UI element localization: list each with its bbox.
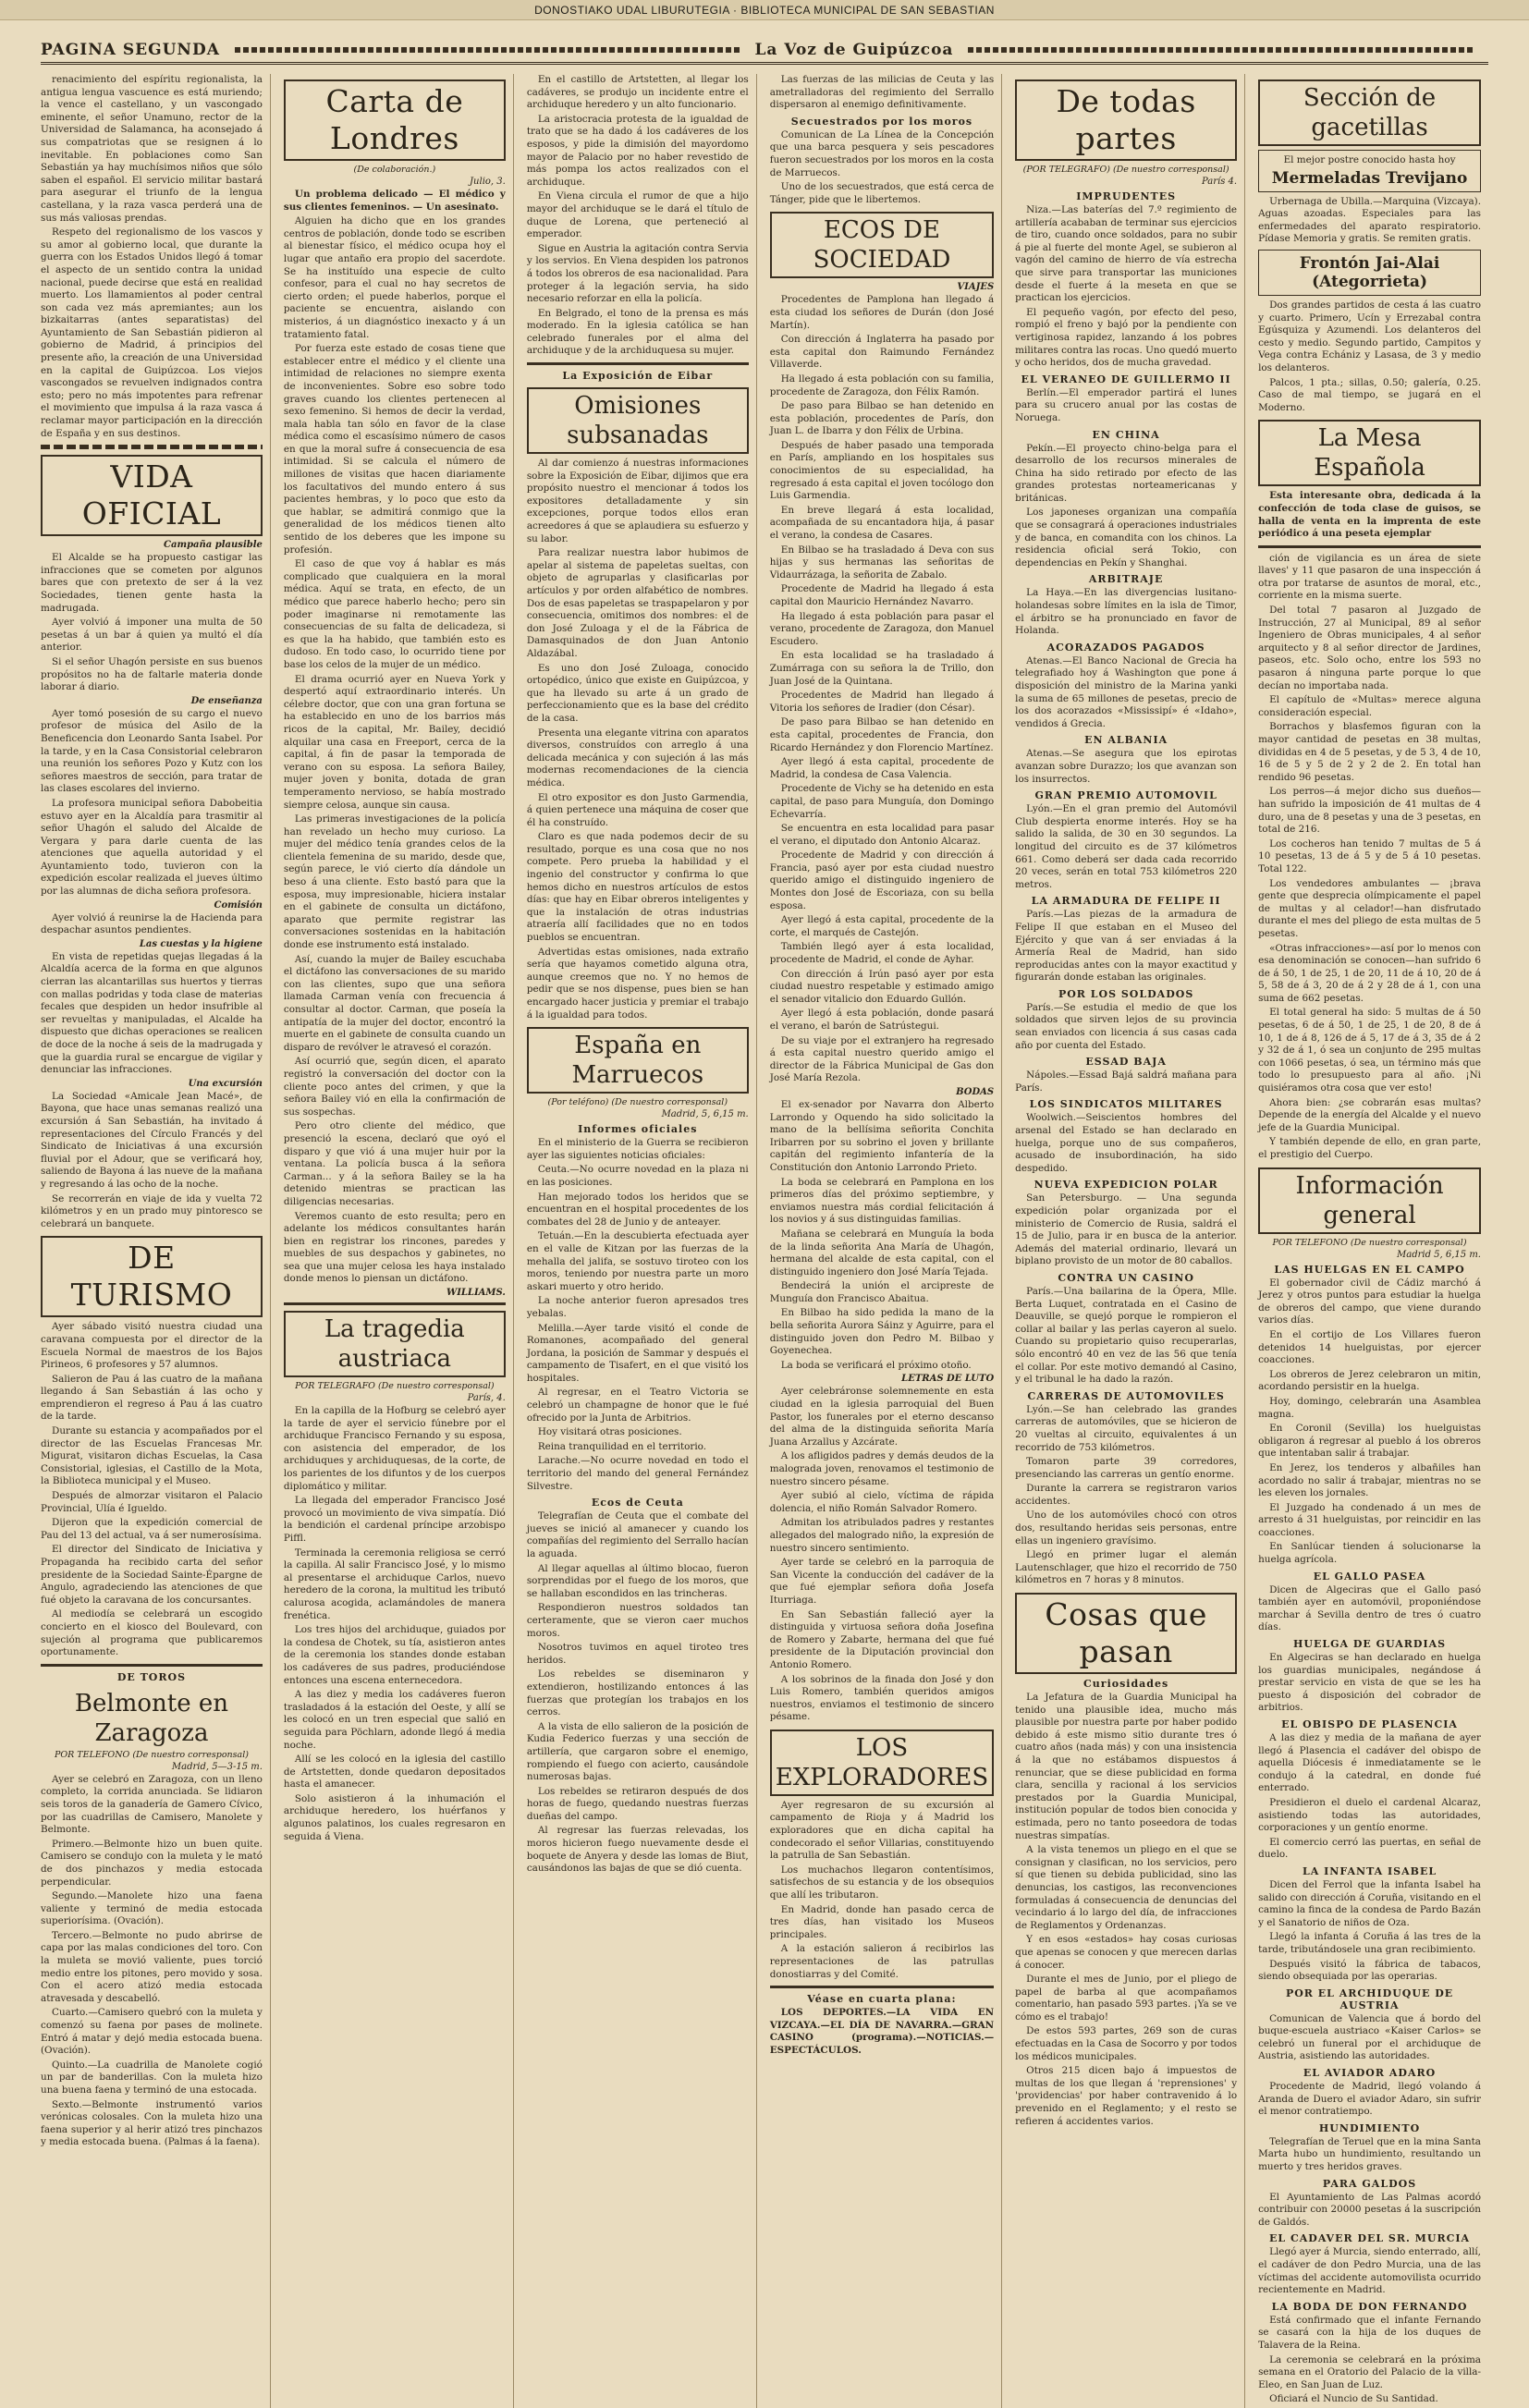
article-text: Presenta una elegante vitrina con aparatos diversos, construídos con arreglo á una delicada mecánica y con sujeción á las más modernas recomendaciones de la ciencia médica. xyxy=(526,727,749,788)
section-title: De todas partes xyxy=(1015,79,1237,161)
article-text: Después visitó la fábrica de tabacos, siendo obsequiada por las operarias. xyxy=(1258,1958,1481,1983)
dateline-source: (De colaboración.) xyxy=(353,165,436,175)
article-text: Melilla.—Ayer tarde visitó el conde de Romanones, acompañado del general Jordana, la posición de Sammar y después el campamento de Tisafert, en el que visitó los hospitales. xyxy=(526,1322,749,1384)
article-text: Ayer llegó á esta capital, procedente de la corte, el marqués de Castejón. xyxy=(769,914,995,938)
article-text: Reina tranquilidad en el territorio. xyxy=(537,1440,707,1452)
dateline: Madrid, 5—3-15 m. xyxy=(171,1761,263,1772)
subhead: EN CHINA xyxy=(1092,428,1160,441)
subhead: ESSAD BAJA xyxy=(1085,1056,1167,1069)
article-text: Tomaron parte 39 corredores, presenciando las carreras un gentío enorme. xyxy=(1015,1456,1238,1480)
dateline: Madrid, 5, 6,15 m. xyxy=(661,1109,749,1120)
section-title: DE TURISMO xyxy=(41,1236,263,1317)
article-text: Se encuentra en esta localidad para pasar el verano, el diputado don Antonio Alcaraz. xyxy=(769,823,995,847)
subhead: EL OBISPO DE PLASENCIA xyxy=(1281,1718,1458,1730)
article-text: Ha llegado á esta población con su familia, procedente de Zaragoza, don Félix Ramón. xyxy=(769,373,995,397)
column-rule xyxy=(770,1986,994,1988)
article-text: Borrachos y blasfemos figuran con la mayor cantidad de pesetas en 38 multas, divididas en 4 de 5 pesetas, y de 5 3, 4 de 10, 16 de 5 y 5 de 2 y 2 de 2. En total han rendido 96 pesetas. xyxy=(1258,721,1481,783)
article-text: Los obreros de Jerez celebraron un mitin, acordando persistir en la huelga. xyxy=(1258,1368,1481,1393)
subhead: VIAJES xyxy=(957,282,995,293)
article-text: El director del Sindicato de Iniciativa y Propaganda ha recibido carta del señor presidente de la Sociedad Sainte-Épargne de Angulo, agradeciendo las atenciones de que fué objeto la caravana de los concursantes. xyxy=(41,1544,263,1606)
article-text: También llegó ayer á esta localidad, procedente de Madrid, el conde de Ayhar. xyxy=(769,941,995,966)
column-2 xyxy=(284,74,514,2408)
subhead: CARRERAS DE AUTOMOVILES xyxy=(1027,1389,1225,1402)
article-text: En Belgrado, el tono de la prensa es más moderado. En la iglesia católica se han celebrado funerales por el alma del archiduque y de la archiduquesa su mujer. xyxy=(526,307,749,357)
article-text: Para realizar nuestra labor hubimos de apelar al sistema de papeletas sueltas, con objeto de agruparlas y clasificarlas por artículos y por orden alfabético de nombres. Dos de esas papeletas se traspapelaron y por consecuencia, omitimos dos nombres: el de don José Zuloaga y el de la Fábrica de Damasquinados de don Juan Antonio Aldazábal. xyxy=(526,547,749,659)
article-text: Con dirección á Inglaterra ha pasado por esta capital don Raimundo Fernández Villaverde. xyxy=(769,334,995,371)
running-head xyxy=(41,37,1488,65)
article-text: Durante la carrera se registraron varios accidentes. xyxy=(1015,1483,1238,1507)
article-text: En breve llegará á esta localidad, acompañada de su encantadora hija, á pasar el verano, la condesa de Casares. xyxy=(769,504,995,542)
article-text: París.—Una bailarina de la Ópera, Mlle. Berta Luquet, contratada en el Casino de Deauville, se quejó porque le rompieron el collar al bailar y las perlas cayeron al suelo. Cuando su propietario quiso recuperarlas, sólo encontró 40 en vez de las 56 que tenía el collar. Por este motivo demandó al Casino, y el tribunal le ha dado la razón. xyxy=(1015,1285,1238,1386)
article-text: El ex-senador por Navarra don Alberto Larrondo y Oquendo ha sido solicitado la mano de la bellísima señorita Conchita Iribarren por su sobrino el joven y brillante capitán del regimiento infantería de la Constitución don Antonio Larrondo Prieto. xyxy=(769,1098,995,1173)
article-text: Así ocurrió que, según dicen, el aparato registró la conversación del doctor con la cliente poco antes del crimen, y que la señora Bailey vió en ella la confirmación de sus sospechas. xyxy=(283,1056,506,1118)
article-text: Los perros—á mejor dicho sus dueños—han sufrido la imposición de 41 multas de 4 duro, una de 8 pesetas y una de 3 pesetas, en total de 216. xyxy=(1258,786,1481,836)
section-title: Cosas que pasan xyxy=(1015,1593,1237,1674)
article-headline: La tragedia austriaca xyxy=(284,1311,506,1377)
dateline-source: POR TELEFONO (De nuestro corresponsal) xyxy=(54,1749,249,1760)
article-text: Dicen de Algeciras que el Gallo pasó también ayer en automóvil, proponiéndose marchar á Sevilla dentro de tres ó cuatro días. xyxy=(1258,1583,1481,1633)
subhead: ARBITRAJE xyxy=(1088,573,1164,586)
article-text: Woolwich.—Seiscientos hombres del arsenal del Estado se han declarado en huelga, porque uno de sus compañeros, acusado de insubordinación, ha sido despedido. xyxy=(1015,1112,1238,1174)
subhead: EN ALBANIA xyxy=(1084,734,1168,747)
article-text: Otros 215 dicen bajo á impuestos de multas de los que llegan á 'reprensiones' y 'providencias' por haber contravenido á lo prevenido en el Reglamento; y el resto se refieren á accidentes varios. xyxy=(1015,2065,1238,2127)
article-text: El caso de que voy á hablar es más complicado que cualquiera en la moral médica. Aquí se trata, en efecto, de un médico que parece haberlo hecho; pero sin poder imaginarse ni remotamente las consecuencias de su falta de delicadeza, si es que la ha habido, que también esto es dudoso. En todo caso, lo ocurrido tiene por base los celos de la mujer de un médico. xyxy=(283,558,506,670)
article-text: La Jefatura de la Guardia Municipal ha tenido una plausible idea, mucho más plausible por nuestra parte por haber podido debido á este mismo sitio durante tres ó cuatro años (nada más) y con una insistencia á la que no estábamos dispuestos á renunciar, que se diese publicidad en forma clara, sencilla y racional á los servicios prestados por la Guardia Municipal, institución popular de todos bien conocida y estimada, pero no tanto poseedora de todas nuestras simpatías. xyxy=(1015,1692,1238,1841)
article-text: Sigue en Austria la agitación contra Servia y los servios. En Viena despiden los patronos á todos los obreros de esa nacionalidad. Para proteger á la legación servia, ha sido necesario reforzar en ella la policía. xyxy=(526,242,749,305)
article-text: Berlín.—El emperador partirá el lunes para su crucero anual por las costas de Noruega. xyxy=(1015,386,1238,423)
article-text: A los afligidos padres y demás deudos de la malograda joven, renovamos el testimonio de nuestro sincero pésame. xyxy=(769,1450,995,1487)
article-text: El Alcalde se ha propuesto castigar las infracciones que se cometen por algunos bares que con pretexto de ser á la vez Sociedades, tienen gente hasta la madrugada. xyxy=(41,552,263,614)
article-text: El Juzgado ha condenado á un mes de arresto á 31 huelguistas, por reincidir en las coacciones. xyxy=(1258,1501,1481,1538)
article-headline: Omisiones subsanadas xyxy=(527,387,749,454)
article-text: Los japoneses organizan una compañía que se consagrará á operaciones industriales y de banca, en comandita con los chinos. La residencia oficial será Tokio, con dependencias en Pekín y Shanghai. xyxy=(1015,507,1238,568)
article-text: Los muchachos llegaron contentísimos, satisfechos de su estancia y de los obsequios que allí les tributaron. xyxy=(769,1864,995,1901)
advert-text: Urbernaga de Ubilla.—Marquina (Vizcaya). Aguas azoadas. Especiales para las enfermedades del aparato respiratorio. Pídase Memoria y gratis. Se remiten gratis. xyxy=(1258,195,1481,245)
article-text: Larache.—No ocurre novedad en todo el territorio del mando del general Fernández Silvestre. xyxy=(526,1455,749,1492)
article-text: El gobernador civil de Cádiz marchó á Jerez y otros puntos para estudiar la huelga de obreros del campo, que viene durando varios días. xyxy=(1258,1277,1481,1326)
column-rule xyxy=(284,1302,506,1305)
article-text: Ayer sábado visitó nuestra ciudad una caravana compuesta por el director de la Escuela Normal de maestros de los Bajos Pirineos, 6 profesores y 57 alumnos. xyxy=(41,1321,263,1371)
subhead: Las cuestas y la higiene xyxy=(139,938,263,949)
column-1 xyxy=(41,74,271,2408)
subhead: De enseñanza xyxy=(190,695,263,706)
column-rule xyxy=(41,1664,263,1667)
subhead: LOS SINDICATOS MILITARES xyxy=(1029,1098,1223,1111)
article-text: Al dar comienzo á nuestras informaciones sobre la Exposición de Eibar, dijimos que era propósito nuestro el mencionar á todos los expositores detalladamente y sin excepciones, porque todos ellos eran acreedores á que se aplaudiera su esfuerzo y su labor. xyxy=(526,458,749,544)
column-6 xyxy=(1258,74,1488,2408)
advert-text: Esta interesante obra, dedicada á la confección de toda clase de guisos, se halla de venta en la imprenta de este periódico á una peseta ejemplar xyxy=(1258,490,1481,540)
article-text: A los sobrinos de la finada don José y don Luis Romero, también queridos amigos nuestros, enviamos el testimonio de sincero pésame. xyxy=(769,1673,995,1723)
article-text: El otro expositor es don Justo Garmendia, á quien pertenece una máquina de coser que él ha construído. xyxy=(526,791,749,828)
section-title: LOS EXPLORADORES xyxy=(770,1730,994,1796)
article-text: El total general ha sido: 5 multas de á 50 pesetas, 6 de á 50, 1 de 25, 1 de 20, 8 de á 10, 1 de á 8, 126 de á 5, 17 de á 3, 35 de á 2 y 32 de á 1, ó sea un conjunto de 295 multas con 1066 pesetas, ó sea, un término más que todo lo presupuesto para al año. ¡Ni quisiéramos otra cosa que ver esto! xyxy=(1258,1007,1481,1094)
subhead: Informes oficiales xyxy=(578,1123,698,1136)
article-text: En Bilbao ha sido pedida la mano de la bella señorita Aurora Sáinz y Aguirre, para el distinguido joven don Pedro M. Bilbao y Goyenechea. xyxy=(769,1307,995,1357)
article-text: Al regresar las fuerzas relevadas, los moros hicieron fuego nuevamente desde el boquete de Anyera y desde las lomas de Biut, causándonos las bajas de que se dió cuenta. xyxy=(526,1825,749,1875)
article-text: La boda se celebrará en Pamplona en los primeros días del próximo septiembre, y enviamos nuestra más cordial felicitación á los novios y á sus distinguidas familias. xyxy=(769,1176,995,1226)
article-text: Mañana se celebrará en Munguía la boda de la linda señorita Ana María de Uhagón, hermana del alcalde de esta capital, con el distinguido ingeniero don José María Tejada. xyxy=(769,1228,995,1277)
article-text: Las primeras investigaciones de la policía han revelado un hecho muy curioso. La mujer del médico tenía grandes celos de la clientela femenina de su marido, desde que, según parece, le vió cierto día dándole un beso á una cliente. Esto bastó para que la esposa, muy impresionable, hiciera instalar en el gabinete de consulta un dictáfono, aparato que permite registrar las conversaciones sostenidas en la habitación donde ese instrumento está instalado. xyxy=(283,813,506,951)
article-text: Los vendedores ambulantes — ¡brava gente que desprecia olímpicamente el papel de multas y al celador!—han disfrutado durante el mes del pliego de esta multas de 5 pesetas. xyxy=(1258,877,1481,939)
article-text: Respeto del regionalismo de los vascos y su amor al gobierno local, que durante la guerra con los Estados Unidos llegó á tomar el aspecto de un sentido contra la unidad nacional, puede decirse que está en realidad muerto. Los llamamientos al poder central son cada vez más apremiantes; aun los bizkaitarras (antes separatistas) del Ayuntamiento de San Sebastián pidieron al gobierno de Madrid, á principios del presente año, la creación de una Universidad en la capital de Guipúzcoa. Los viejos vascongados se revuelven indignados contra esto; pero no más impotentes para refrenar el movimiento que impulsa á la raza vasca á reclamar mayor participación en la dirección de España y en sus destinos. xyxy=(41,226,263,439)
dateline: París 4. xyxy=(1202,177,1238,187)
article-text: Procedente de Madrid y con dirección á Francia, pasó ayer por esta ciudad nuestro querido amigo el distinguido ingeniero de Montes don José de Escoriaza, con su bella esposa. xyxy=(769,850,995,911)
article-text: Atenas.—El Banco Nacional de Grecia ha telegrafiado hoy á Washington que pone á disposición del ministro de la Marina yanki la suma de 65 millones de pesetas, precio de los dos acorazados «Mississipí» é «Idaho», vendidos á Grecia. xyxy=(1015,654,1238,729)
subhead: Curiosidades xyxy=(1083,1678,1169,1691)
subhead: PARA GALDOS xyxy=(1322,2177,1417,2190)
article-text: Quinto.—La cuadrilla de Manolete cogió un par de banderillas. Con la muleta hizo una buena faena y terminó de una estocada. xyxy=(41,2059,263,2096)
dateline: París, 4. xyxy=(467,1393,506,1404)
article-text: Lyón.—Se han celebrado las grandes carreras de automóviles, que se hicieron de 20 vueltas al circuito, equivalentes á un recorrido de 753 kilómetros. xyxy=(1015,1403,1238,1453)
article-text: Veremos cuanto de esto resulta; pero en adelante los médicos consultantes harán bien en registrar los rincones, paredes y muebles de sus despachos y gabinetes, no sea que una mujer celosa les haya instalado donde menos lo piensan un dictáfono. xyxy=(283,1210,506,1285)
article-text: Ayer volvió á imponer una multa de 50 pesetas á un bar á quien ya multó el día anterior. xyxy=(41,617,263,654)
article-text: Bendecirá la unión el arcipreste de Munguía don Francisco Abaitua. xyxy=(769,1280,995,1304)
subhead: GRAN PREMIO AUTOMOVIL xyxy=(1034,789,1217,802)
article-text: La llegada del emperador Francisco José provocó un movimiento de viva simpatía. Dió la bendición el cardenal príncipe arzobispo Piffl. xyxy=(283,1495,506,1544)
article-text: Si el señor Uhagón persiste en sus buenos propósitos no ha de faltarle materia donde laborar á diario. xyxy=(41,655,263,693)
article-text: Ayer celebráronse solemnemente en esta ciudad en la iglesia parroquial del Buen Pastor, los funerales por el eterno descanso del alma de la distinguida señorita María Juana Arzallus y Azcárate. xyxy=(769,1386,995,1448)
article-text: Los tres hijos del archiduque, guiados por la condesa de Chotek, su tía, asistieron antes de la ceremonia los standes donde estaban los cadáveres de sus padres, produciéndose entonces una escena enternecedora. xyxy=(283,1624,506,1686)
article-text: Ceuta.—No ocurre novedad en la plaza ni en las posiciones. xyxy=(526,1164,749,1188)
column-rule xyxy=(1258,545,1481,548)
subhead: LAS HUELGAS EN EL CAMPO xyxy=(1274,1263,1465,1276)
article-text: A la estación salieron á recibirlos las representaciones de las patrullas donostiarras y del Comité. xyxy=(769,1943,995,1980)
article-text: En el cortijo de Los Villares fueron detenidos 14 huelguistas, por ejercer coacciones. xyxy=(1258,1328,1481,1366)
dateline-source: (POR TELEGRAFO) (De nuestro corresponsal) xyxy=(1022,165,1229,175)
article-text: Llegó en primer lugar el alemán Lautenschlager, que hizo el recorrido de 750 kilómetros en 7 horas y 8 minutos. xyxy=(1015,1549,1238,1586)
article-text: Nápoles.—Essad Bajá saldrá mañana para París. xyxy=(1015,1070,1238,1094)
article-text: Claro es que nada podemos decir de su resultado, porque es una cosa que no nos compete. Pero prueba la habilidad y el ingenio del constructor y confirma lo que hemos dicho en nuestros artículos de estos días: que hay en Eibar obreros inteligentes y que la instalación de otras industrias atraería allí facilidades que no en todos pueblos se encuentran. xyxy=(526,831,749,944)
section-label: DE TOROS xyxy=(116,1670,187,1683)
article-text: Primero.—Belmonte hizo un buen quite. Camisero se condujo con la muleta y le mató de dos pinchazos y media estocada perpendicular. xyxy=(41,1838,263,1888)
article-text: Cuarto.—Camisero quebró con la muleta y comenzó su faena por pases de molinete. Entró á matar y dejó media estocada buena. (Ovación). xyxy=(41,2007,263,2057)
article-text: Por fuerza este estado de cosas tiene que establecer entre el médico y el cliente una intimidad de relaciones no siempre exenta de inconvenientes. Sobre eso sobre todo graves cuando los clientes pertenecen al sexo femenino. Si hemos de decir la verdad, mala habla tan sólo en favor de la clase médica como el escasísimo número de casos en que la moral sufre á consecuencia de esa intimidad. Si se calcula el número de millones de visitas que hacen diariamente los facultativos del mundo entero á sus pacientes hembras, y lo poco que esto da que hablar, se admitirá conmigo que la generalidad de los médicos tienen alto sentido de los deberes que les impone su profesión. xyxy=(283,343,506,556)
article-text: París.—Se estudia el medio de que los soldados que sirven lejos de su provincia sean enviados con licencia á sus casas cada año por cuenta del Estado. xyxy=(1015,1001,1238,1051)
article-text: ción de vigilancia es un área de siete llaves' y 11 que pasaron de una inspección á otra por tratarse de asuntos de moral, etc., corriente en la misma suerte. xyxy=(1258,552,1481,602)
article-text: renacimiento del espíritu regionalista, la antigua lengua vascuence es está muriendo; la vence el castellano, y un vascongado eminente, el señor Unamuno, rector de la Universidad de Salamanca, ha aconsejado á sus compatriotas que se resignen á lo inevitable. En poblaciones como San Sebastián ya hay muchísimos niños que sólo saben el español. El servicio militar bastará para asegurar el triunfo de la lengua castellana, y la raza vasca perderá una de sus más valiosas prendas. xyxy=(41,74,263,224)
article-text: Salieron de Pau á las cuatro de la mañana llegando á San Sebastián á las ocho y emprendieron el regreso á Pau á las cuatro de la tarde. xyxy=(41,1373,263,1423)
section-label: La Exposición de Eibar xyxy=(562,370,714,383)
article-text: A la vista tenemos un pliego en el que se consignan y clasifican, no los servicios, pero sí que tienen su debida publicidad, sino las denuncias, los castigos, las reconvenciones formuladas á consecuencia de denuncias del vecindario á lo largo del día, de infracciones de Reglamentos y Ordenanzas. xyxy=(1015,1844,1238,1931)
signature: WILLIAMS. xyxy=(446,1288,506,1299)
article-text: En Viena circula el rumor de que a hijo mayor del archiduque se le dará el título de duque de Lorena, que perteneció al emperador. xyxy=(526,190,749,240)
column-rule xyxy=(41,445,263,449)
article-headline: Belmonte en Zaragoza xyxy=(74,1689,228,1747)
subhead: EL VERANEO DE GUILLERMO II xyxy=(1021,373,1231,385)
article-text: Telegrafían de Ceuta que el combate del jueves se inició al amanecer y cuando los compañías del regimiento del Serrallo hacían la aguada. xyxy=(526,1510,749,1559)
article-text: De estos 593 partes, 269 son de curas efectuadas en la Casa de Socorro y por todos los médicos municipales. xyxy=(1015,2025,1238,2062)
article-text: Palcos, 1 pta.; sillas, 0.50; galería, 0.25. Caso de mal tiempo, se jugará en el Moderno. xyxy=(1258,376,1481,413)
article-text: Han mejorado todos los heridos que se encuentran en el hospital procedentes de los combates del 28 de Junio y de anteayer. xyxy=(526,1191,749,1228)
subhead: LETRAS DE LUTO xyxy=(901,1374,995,1385)
advert-mermeladas xyxy=(1258,150,1481,192)
article-text: San Petersburgo. — Una segunda expedición polar organizada por el ministerio de Comercio de Rusia, saldrá el 15 de Julio, para ir en busca de la anterior. Además del material ordinario, llevará un biplano provisto de un motor de 80 caballos. xyxy=(1015,1192,1238,1267)
subhead: Campaña plausible xyxy=(164,540,263,551)
article-text: Los cocheros han tenido 7 multas de 5 á 10 pesetas, 13 de á 5 y de 5 á 10 pesetas. Total 122. xyxy=(1258,837,1481,874)
article-text: Ayer se celebró en Zaragoza, con un lleno completo, la corrida anunciada. Se lidiaron seis toros de la ganadería de Gamero Cívico, por las cuadrillas de Camisero, Manolete y Belmonte. xyxy=(41,1773,263,1836)
article-text: En San Sebastián falleció ayer la distinguida y virtuosa señora doña Josefina de Romero y Zabarte, hermana del que fué presidente de la Diputación provincial don Antonio Romero. xyxy=(769,1608,995,1670)
article-text: El comercio cerró las puertas, en señal de duelo. xyxy=(1258,1836,1481,1861)
article-text: Niza.—Las baterías del 7.º regimiento de artillería acababan de terminar sus ejercicios de tiro, cuando once soldados, para no subir á pie al fuerte del monte Agel, se subieron al vagón del camino de hierro de vía estrecha que sirve para transportar las municiones desde el fuerte á la meseta en que se practican los ejercicios. xyxy=(1015,204,1238,304)
subhead: ACORAZADOS PAGADOS xyxy=(1046,641,1205,654)
article-text: El capítulo de «Multas» merece alguna consideración especial. xyxy=(1258,694,1481,718)
article-text: En vista de repetidas quejas llegadas á la Alcaldía acerca de la forma en que algunos cierran las alcantarillas sus huertos y tierras con mallas podridas y toda clase de materias fecales que despiden un hedor insufrible al ser revueltas y manipuladas, el Alcalde ha dispuesto que dichas operaciones se realicen de doce de la noche á seis de la madrugada y que la guardia rural se encargue de vigilar y denunciar las infracciones. xyxy=(41,950,263,1076)
article-text: En la capilla de la Hofburg se celebró ayer la tarde de ayer el servicio fúnebre por el archiduque Francisco Fernando y su esposa, con asistencia del emperador, de los archiduques y archiduquesas, de la corte, de los parientes de los difuntos y de los cuerpos diplomático y militar. xyxy=(283,1405,506,1492)
article-text: LOS DEPORTES.—LA VIDA EN VIZCAYA.—EL DÍA DE NAVARRA.—GRAN CASINO (programa).—NOTICIAS.—ESPECTÁCULOS. xyxy=(769,2007,995,2056)
article-text: Nosotros tuvimos en aquel tiroteo tres heridos. xyxy=(526,1642,749,1666)
article-text: Se recorrerán en viaje de ida y vuelta 72 kilómetros y en un prado muy pintoresco se celebrará un banquete. xyxy=(41,1192,263,1229)
subhead: BODAS xyxy=(956,1086,995,1097)
article-headline: España en Marruecos xyxy=(527,1027,749,1094)
article-text: Procedente de Vichy se ha detenido en esta capital, de paso para Munguía, don Domingo Echevarría. xyxy=(769,783,995,820)
article-text: Procedente de Madrid, llegó volando á Aranda de Duero el aviador Adaro, sin sufrir el menor contratiempo. xyxy=(1258,2081,1481,2118)
article-text: Ha llegado á esta población para pasar el verano, procedente de Zaragoza, don Manuel Escudero. xyxy=(769,610,995,647)
article-headline: Carta de Londres xyxy=(284,79,506,161)
article-text: Ayer volvió á reunirse la de Hacienda para despachar asuntos pendientes. xyxy=(41,911,263,936)
article-text: Después de almorzar visitaron el Palacio Provincial, Ulía é Igueldo. xyxy=(41,1490,263,1514)
article-text: Durante su estancia y acompañados por el director de las Escuelas Francesas Mr. Migurat, visitaron dichas Escuelas, la Casa Consistorial, iglesias, el Castillo de la Mota, la Biblioteca municipal y el Museo. xyxy=(41,1425,263,1487)
article-text: En Algeciras se han declarado en huelga los guardias municipales, negándose á prestar servicio en vista de que se les ha puesto á disposición del cobrador de arbitrios. xyxy=(1258,1652,1481,1714)
article-text: En Coronil (Sevilla) los huelguistas obligaron á regresar al pueblo á los obreros que intentaban salir á trabajar. xyxy=(1258,1423,1481,1460)
article-text: El pequeño vagón, por efecto del peso, rompió el freno y bajó por la pendiente con vertiginosa rapidez, lanzando á los pobres militares contra las rocas. Uno quedó muerto y ocho heridos, dos de mucha gravedad. xyxy=(1015,306,1238,369)
article-text: El drama ocurrió ayer en Nueva York y despertó aquí extraordinario interés. Un célebre doctor, que con una gran fortuna se ha establecido en uno de los barrios más ricos de la capital, Mr. Bailey, decidió alquilar una casa en Freeport, cerca de la capital, á fin de pasar la temporada de verano con su esposa. La señora Bailey, mujer joven y bonita, dotada de gran temperamento nervioso, se había mostrado siempre celosa, aunque sin causa. xyxy=(283,673,506,811)
article-text: París.—Las piezas de la armadura de Felipe II que estaban en el Museo del Ejército y que van á ser enviadas á la Armería Real de Madrid, han sido reproducidas antes con la mayor exactitud y figurarán donde estaban las originales. xyxy=(1015,909,1238,984)
advert-fronton xyxy=(1258,250,1481,296)
article-text: Durante el mes de Junio, por el pliego de papel de barba al que acompañamos comentario, han pasado 593 partes. ¡Ya se ve cómo es el trabajo! xyxy=(1015,1974,1238,2023)
article-text: La ceremonia se celebrará en la próxima semana en el Oratorio del Palacio de la villa-Eleo, en San Juan de Luz. xyxy=(1258,2353,1481,2390)
subhead: Véase en cuarta plana: xyxy=(807,1993,957,2006)
article-text: Lyón.—En el gran premio del Automóvil Club despierta enorme interés. Hoy se ha salido la salida, de 30 en 30 segundos. La longitud del circuito es de 37 kilómetros 661. Como deberá ser dada cada recorrido 20 veces, serán en total 753 kilómetros 220 metros. xyxy=(1015,803,1238,890)
article-text: Comunican de La Línea de la Concepción que una barca pesquera y seis pescadores fueron secuestrados por los moros en la costa de Marruecos. xyxy=(769,128,995,178)
article-text: En Madrid, donde han pasado cerca de tres días, han visitado los Museos principales. xyxy=(769,1903,995,1940)
article-text: La profesora municipal señora Dabobeitia estuvo ayer en la Alcaldía para trasmitir al señor Uhagón el saludo del Alcalde de Vergara y para darle cuenta de las atenciones que aquella autoridad y el Ayuntamiento todo, tuvieron con la expedición escolar realizada el jueves último por las alumnas de dicha señora profesora. xyxy=(41,797,263,898)
article-text: La boda se verificará el próximo otoño. xyxy=(780,1359,972,1371)
article-text: Al regresar, en el Teatro Victoria se celebró un champagne de honor que le fué ofrecido por la Junta de Arbitrios. xyxy=(526,1387,749,1424)
article-text: Las fuerzas de las milicias de Ceuta y las ametralladoras del regimiento del Serrallo dispersaron al enemigo definitivamente. xyxy=(769,74,995,111)
article-text: Sexto.—Belmonte instrumentó varios verónicas colosales. Con la muleta hizo una faena superior y al herir atizó tres pinchazos y media estocada buena. (Palmas á la faena). xyxy=(41,2098,263,2148)
subhead: Ecos de Ceuta xyxy=(591,1497,684,1510)
article-text: Ayer regresaron de su excursión al campamento de Rioja y á Madrid los exploradores que en dicha capital ha condecorado el señor Villarias, constituyendo la patrulla de San Sebastián. xyxy=(769,1799,995,1862)
subhead: LA ARMADURA DE FELIPE II xyxy=(1031,895,1221,908)
article-text: Atenas.—Se asegura que los epirotas avanzan sobre Durazzo; los que avanzan son los insurrectos. xyxy=(1015,748,1238,785)
advert-title: Mermeladas Trevijano xyxy=(1271,168,1468,188)
article-text: Ayer llegó á esta capital, procedente de Madrid, la condesa de Casa Valencia. xyxy=(769,756,995,780)
article-text: Ayer llegó á esta población, donde pasará el verano, el barón de Satrústegui. xyxy=(769,1008,995,1032)
article-text: Uno de los secuestrados, que está cerca de Tánger, pide que le libertemos. xyxy=(769,181,995,205)
subhead: POR EL ARCHIDUQUE DE AUSTRIA xyxy=(1285,1986,1454,2011)
article-text: «Otras infracciones»—así por lo menos con esa denominación se conocen—han sufrido 6 de á 50, 1 de 25, 1 de 20, 11 de á 10, 20 de á 5, 58 de á 3, 20 de á 2 y 28 de á 1, con una suma de 662 pesetas. xyxy=(1258,942,1481,1004)
article-text: A las diez y media de la mañana de ayer llegó á Plasencia el cadáver del obispo de aquella Diócesis é inmediatamente se le condujo á la catedral, en donde fué enterrado. xyxy=(1258,1732,1481,1794)
column-4 xyxy=(770,74,1002,2408)
article-text: Con dirección á Irún pasó ayer por esta ciudad nuestro respetable y estimado amigo el senador vitalicio don Eduardo Gullón. xyxy=(769,968,995,1005)
article-text: A la vista de ello salieron de la posición de Kudia Federico fuerzas y una sección de artillería, que cargaron sobre el enemigo, rompiendo el fuego con acierto, causándole numerosas bajas. xyxy=(526,1720,749,1783)
article-text: La noche anterior fueron apresados tres yebalas. xyxy=(526,1295,749,1319)
article-text: Al llegar aquellas al último blocao, fueron sorprendidas por el fuego de los moros, que se hallaban escondidos en las trincheras. xyxy=(526,1562,749,1599)
head-rule xyxy=(235,47,740,53)
article-text: Ayer tarde se celebró en la parroquia de San Vicente la conducción del cadáver de la que fué ejemplar señora doña Josefa Iturriaga. xyxy=(769,1557,995,1606)
subhead: IMPRUDENTES xyxy=(1076,190,1177,202)
article-text: Admitan los atribulados padres y restantes allegados del malogrado niño, la expresión de nuestro sincero sentimiento. xyxy=(769,1517,995,1554)
article-text: Está confirmado que el infante Fernando se casará con la hija de los duques de Talavera de la Reina. xyxy=(1258,2314,1481,2351)
subhead: HUNDIMIENTO xyxy=(1318,2121,1421,2134)
article-text: Alguien ha dicho que en los grandes centros de población, donde todo se escriben al bienestar físico, el médico ocupa hoy el lugar que antaño era propio del sacerdote. Se ha instituído una especie de culto confesor, para el cual no hay secretos de cierto orden; el puede haberlos, porque el paciente se encuentra, aislando con misterios, á un diagnóstico inexacto y á un tratamiento fatal. xyxy=(283,215,506,340)
dateline-source: POR TELEFONO (De nuestro corresponsal) xyxy=(1272,1237,1467,1248)
subhead: LA INFANTA ISABEL xyxy=(1303,1864,1437,1877)
dateline: Madrid 5, 6,15 m. xyxy=(1397,1249,1481,1260)
article-text: Ayer tomó posesión de su cargo el nuevo profesor de música del Asilo de la Beneficencia don Leonardo Santa Isabel. Por la tarde, y en la Casa Consistorial celebraron una reunión los señores Pozo y Kutz con los señores maestros de sección, para tratar de las clases escolares del invierno. xyxy=(41,707,263,795)
article-text: Llegó la infanta á Coruña á las tres de la tarde, tributándosele una gran recibimiento. xyxy=(1258,1931,1481,1955)
archive-banner: DONOSTIAKO UDAL LIBURUTEGIA · BIBLIOTECA MUNICIPAL DE SAN SEBASTIAN xyxy=(0,0,1529,20)
article-text: Hoy, domingo, celebrarán una Asamblea magna. xyxy=(1258,1395,1481,1420)
article-text: Procedentes de Madrid han llegado á Vitoria los señores de Iradier (don César). xyxy=(769,690,995,714)
article-text: De paso para Bilbao se han detenido en esta población, procedentes de París, don Juan L. de Ibarra y don Félix de Urbina. xyxy=(769,400,995,437)
article-text: Advertidas estas omisiones, nada extraño sería que hayamos cometido alguna otra, aunque creemos que no. Y no hemos de pedir que se nos dispense, pues bien se han encargado hacer justicia y premiar el trabajo á la igualdad para todos. xyxy=(526,946,749,1021)
subhead: Secuestrados por los moros xyxy=(790,115,973,128)
section-title: VIDA OFICIAL xyxy=(41,455,263,536)
article-text: Al mediodía se celebrará un escogido concierto en el kiosco del Boulevard, con sujeción al programa que publicaremos oportunamente. xyxy=(41,1608,263,1658)
article-text: De su viaje por el extranjero ha regresado á esta capital nuestro querido amigo el director de la Fábrica Municipal de Gas don José María Rezola. xyxy=(769,1034,995,1084)
article-text: Dos grandes partidos de cesta á las cuatro y cuarto. Primero, Ucín y Errezabal contra Egúsquiza y Azumendi. Los delanteros del cesto y medio. Segundo partido, Campitos y Vega contra Echániz y Lasasa, de 3 y medio los delanteros. xyxy=(1258,299,1481,373)
article-text: En Bilbao se ha trasladado á Deva con sus hijas y sus hermanas las señoritas de Vidaurrázaga, la señorita de Zabalo. xyxy=(769,544,995,581)
article-text: Los rebeldes se retiraron después de dos horas de fuego, quedando nuestras fuerzas dueñas del campo. xyxy=(526,1785,749,1822)
article-text: Del total 7 pasaron al Juzgado de Instrucción, 27 al Municipal, 89 al señor Ingeniero de Obras municipales, 4 al señor arquitecto y 8 al señor director de Jardines, paseos, etc. Solo ocho, entre los 593 no pasaron á ninguna parte porque lo que decían no importaba nada. xyxy=(1258,605,1481,691)
article-text: Presidieron el duelo el cardenal Alcaraz, asistiendo todas las autoridades, corporaciones y un gentío enorme. xyxy=(1258,1796,1481,1834)
article-text: El Ayuntamiento de Las Palmas acordó contribuir con 20000 pesetas á la suscripción de Galdós. xyxy=(1258,2191,1481,2228)
article-text: Allí se les colocó en la iglesia del castillo de Artstetten, donde quedaron depositados hasta el amanecer. xyxy=(283,1754,506,1791)
article-text: Los rebeldes se diseminaron y extendieron, hostilizando entonces á las fuerzas que protegían los trabajos en los cerros. xyxy=(526,1668,749,1718)
subhead: CONTRA UN CASINO xyxy=(1058,1271,1194,1284)
article-text: Así, cuando la mujer de Bailey escuchaba el dictáfono las conversaciones de su marido con las clientes, supo que una señora llamada Carman venía con frecuencia á consultar al doctor. Carman, que poseía la antipatía de la mujer del doctor, encontró la muerte en el gabinete de consulta cuando un disparo de revólver le atravesó el corazón. xyxy=(283,953,506,1053)
subhead: EL AVIADOR ADARO xyxy=(1303,2067,1437,2080)
article-summary: Un problema delicado — El médico y sus clientes femeninos. — Un asesinato. xyxy=(283,189,506,213)
article-text: Ahora bien: ¿se cobrarán esas multas? Depende de la energía del Alcalde y el nuevo jefe de la Guardia Municipal. xyxy=(1258,1096,1481,1133)
article-text: Y en esos «estados» hay cosas curiosas que apenas se conocen y que merecen darlas á conocer. xyxy=(1015,1934,1238,1971)
paper-name: La Voz de Guipúzcoa xyxy=(754,40,954,59)
subhead: LA BODA DE DON FERNANDO xyxy=(1271,2300,1468,2313)
article-text: Y también depende de ello, en gran parte, el prestigio del Cuerpo. xyxy=(1258,1136,1481,1160)
subhead: POR LOS SOLDADOS xyxy=(1058,987,1194,1000)
article-text: Solo asistieron á la inhumación el archiduque heredero, los huérfanos y algunos palatinos, los cuales regresaron en seguida á Viena. xyxy=(283,1792,506,1842)
article-text: Oficiará el Nuncio de Su Santidad. xyxy=(1269,2393,1438,2405)
page-label: PAGINA SEGUNDA xyxy=(41,40,220,59)
column-3 xyxy=(527,74,757,2408)
article-text: Uno de los automóviles chocó con otros dos, resultando heridas seis personas, entre ellas un ingeniero gravísimo. xyxy=(1015,1510,1238,1546)
subhead: HUELGA DE GUARDIAS xyxy=(1292,1638,1447,1651)
article-text: Comunican de Valencia que á bordo del buque-escuela austriaco «Kaiser Carlos» se celebró un funeral por el archiduque de Austria, asistiendo las autoridades. xyxy=(1258,2012,1481,2062)
article-text: Dijeron que la expedición comercial de Pau del 13 del actual, va á ser numerosísima. xyxy=(41,1517,263,1541)
advert-pretitle: El mejor postre conocido hasta hoy xyxy=(1283,154,1456,165)
article-text: Tetuán.—En la descubierta efectuada ayer en el valle de Kitzan por las fuerzas de la mehalla del jalifa, se sostuvo tiroteo con los moros, teniendo por nuestra parte un moro askari muerto y otro herido. xyxy=(526,1230,749,1292)
article-text: Ayer subió al cielo, víctima de rápida dolencia, el niño Román Salvador Romero. xyxy=(769,1490,995,1514)
article-text: Después de haber pasado una temporada en París, ampliando en los hospitales sus conocimientos de su especialidad, ha regresado á esta capital el joven tocólogo don Luis Garmendia. xyxy=(769,439,995,502)
article-text: La Haya.—En las divergencias lusitano-holandesas sobre límites en la isla de Timor, el árbitro se ha pronunciado en favor de Holanda. xyxy=(1015,587,1238,637)
article-text: La aristocracia protesta de la igualdad de trato que se ha dado á los cadáveres de los esposos, y pide la dimisión del mayordomo mayor de Palacio por no haber revestido de más pompa los actos realizados con el archiduque. xyxy=(526,113,749,188)
article-text: Dicen del Ferrol que la infanta Isabel ha salido con dirección á Coruña, visitando en el camino la finca de la condesa de Pardo Bazán y el Sanatorio de niños de Oza. xyxy=(1258,1878,1481,1928)
section-title: Información general xyxy=(1258,1167,1481,1234)
page-columns xyxy=(41,74,1488,2405)
section-title: Sección de gacetillas xyxy=(1258,79,1481,146)
article-text: Segundo.—Manolete hizo una faena valiente y terminó de media estocada superiorísima. (Ovación). xyxy=(41,1890,263,1927)
subhead: Comisión xyxy=(214,899,263,911)
subhead: Una excursión xyxy=(188,1078,263,1089)
article-text: La Sociedad «Amicale Jean Macé», de Bayona, que hace unas semanas realizó una excursión á San Sebastián, ha invitado á representaciones del Círculo Francés y del Sindicato de Iniciativas á una excursión fluvial por el Adour, que se verificará hoy, saliendo de Bayona á las nueve de la mañana y regresando á las ocho de la noche. xyxy=(41,1090,263,1190)
subhead: EL CADAVER DEL SR. MURCIA xyxy=(1269,2232,1471,2245)
column-rule xyxy=(527,362,749,365)
article-text: Tercero.—Belmonte no pudo abrirse de capa por las malas condiciones del toro. Con la muleta se movió valiente, pues torció medio entre los pitones, pero movido y sosa. Con el acero atizó media estocada atravesada y descabelló. xyxy=(41,1929,263,2004)
article-text: Hoy visitará otras posiciones. xyxy=(537,1426,682,1438)
article-text: Es uno don José Zuloaga, conocido ortopédico, único que existe en Guipúzcoa, y que ha llevado su arte á un grado de perfeccionamiento que es la base del crédito de la casa. xyxy=(526,662,749,724)
subhead: EL GALLO PASEA xyxy=(1313,1570,1426,1583)
article-text: Procedentes de Pamplona han llegado á esta ciudad los señores de Durán (don José Martín). xyxy=(769,294,995,331)
article-text: A las diez y media los cadáveres fueron trasladados á la estación del Oeste, y allí se les colocó en un tren especial que salió en seguida para Pöchlarn, adonde llegó á media noche. xyxy=(283,1689,506,1751)
article-text: En el ministerio de la Guerra se recibieron ayer las siguientes noticias oficiales: xyxy=(526,1137,749,1161)
advert-mesa-espanola: La Mesa Española xyxy=(1258,420,1481,486)
head-rule-right xyxy=(968,47,1474,53)
article-text: Procedente de Madrid ha llegado á esta capital don Mauricio Hernández Navarro. xyxy=(769,583,995,607)
section-title: ECOS DE SOCIEDAD xyxy=(770,212,994,278)
dateline-source: POR TELEGRAFO (De nuestro corresponsal) xyxy=(295,1381,495,1392)
article-text: En esta localidad se ha trasladado á Zumárraga con su señora la de Trillo, don Juan José de la Quintana. xyxy=(769,650,995,687)
article-text: Llegó ayer á Murcia, siendo enterrado, allí, el cadáver de don Pedro Murcia, una de las víctimas del accidente automovilista ocurrido recientemente en Madrid. xyxy=(1258,2246,1481,2296)
article-text: En Jerez, los tenderos y albañiles han acordado no salir á trabajar, mientras no se les eleven los jornales. xyxy=(1258,1461,1481,1499)
article-text: Terminada la ceremonia religiosa se cerró la capilla. Al salir Francisco José, y lo mismo al presentarse el archiduque Carlos, nuevo heredero de la corona, la multitud les tributó calurosa acogida, aclamándoles de manera frenética. xyxy=(283,1546,506,1621)
article-text: Respondieron nuestros soldados tan certeramente, que se vieron caer muchos moros. xyxy=(526,1602,749,1639)
article-text: Pekín.—El proyecto chino-belga para el desarrollo de los recursos minerales de China ha sido retirado por efecto de las grandes protestas norteamericanas y británicas. xyxy=(1015,442,1238,504)
article-text: En el castillo de Artstetten, al llegar los cadáveres, se produjo un incidente entre el archiduque heredero y un alto funcionario. xyxy=(526,74,749,111)
advert-title: Frontón Jai-Alai (Ategorrieta) xyxy=(1299,253,1440,291)
article-text: Telegrafían de Teruel que en la mina Santa Marta hubo un hundimiento, resultando un muerto y tres heridos graves. xyxy=(1258,2135,1481,2173)
column-5 xyxy=(1015,74,1245,2408)
article-text: En Sanlúcar tienden á solucionarse la huelga agrícola. xyxy=(1258,1541,1481,1566)
article-text: Pero otro cliente del médico, que presenció la escena, declaró que oyó el disparo y que vió á una mujer huir por la ventana. La policía busca á la señora Carman... y á la señora Bailey se la ha detenido mientras se practican las diligencias necesarias. xyxy=(283,1120,506,1207)
article-text: De paso para Bilbao se han detenido en esta capital, procedentes de Francia, don Ricardo Hernández y don Florencio Martínez. xyxy=(769,716,995,753)
dateline-source: (Por teléfono) (De nuestro corresponsal) xyxy=(547,1097,728,1108)
dateline: Julio, 3. xyxy=(470,177,506,187)
subhead: NUEVA EXPEDICION POLAR xyxy=(1034,1179,1218,1192)
